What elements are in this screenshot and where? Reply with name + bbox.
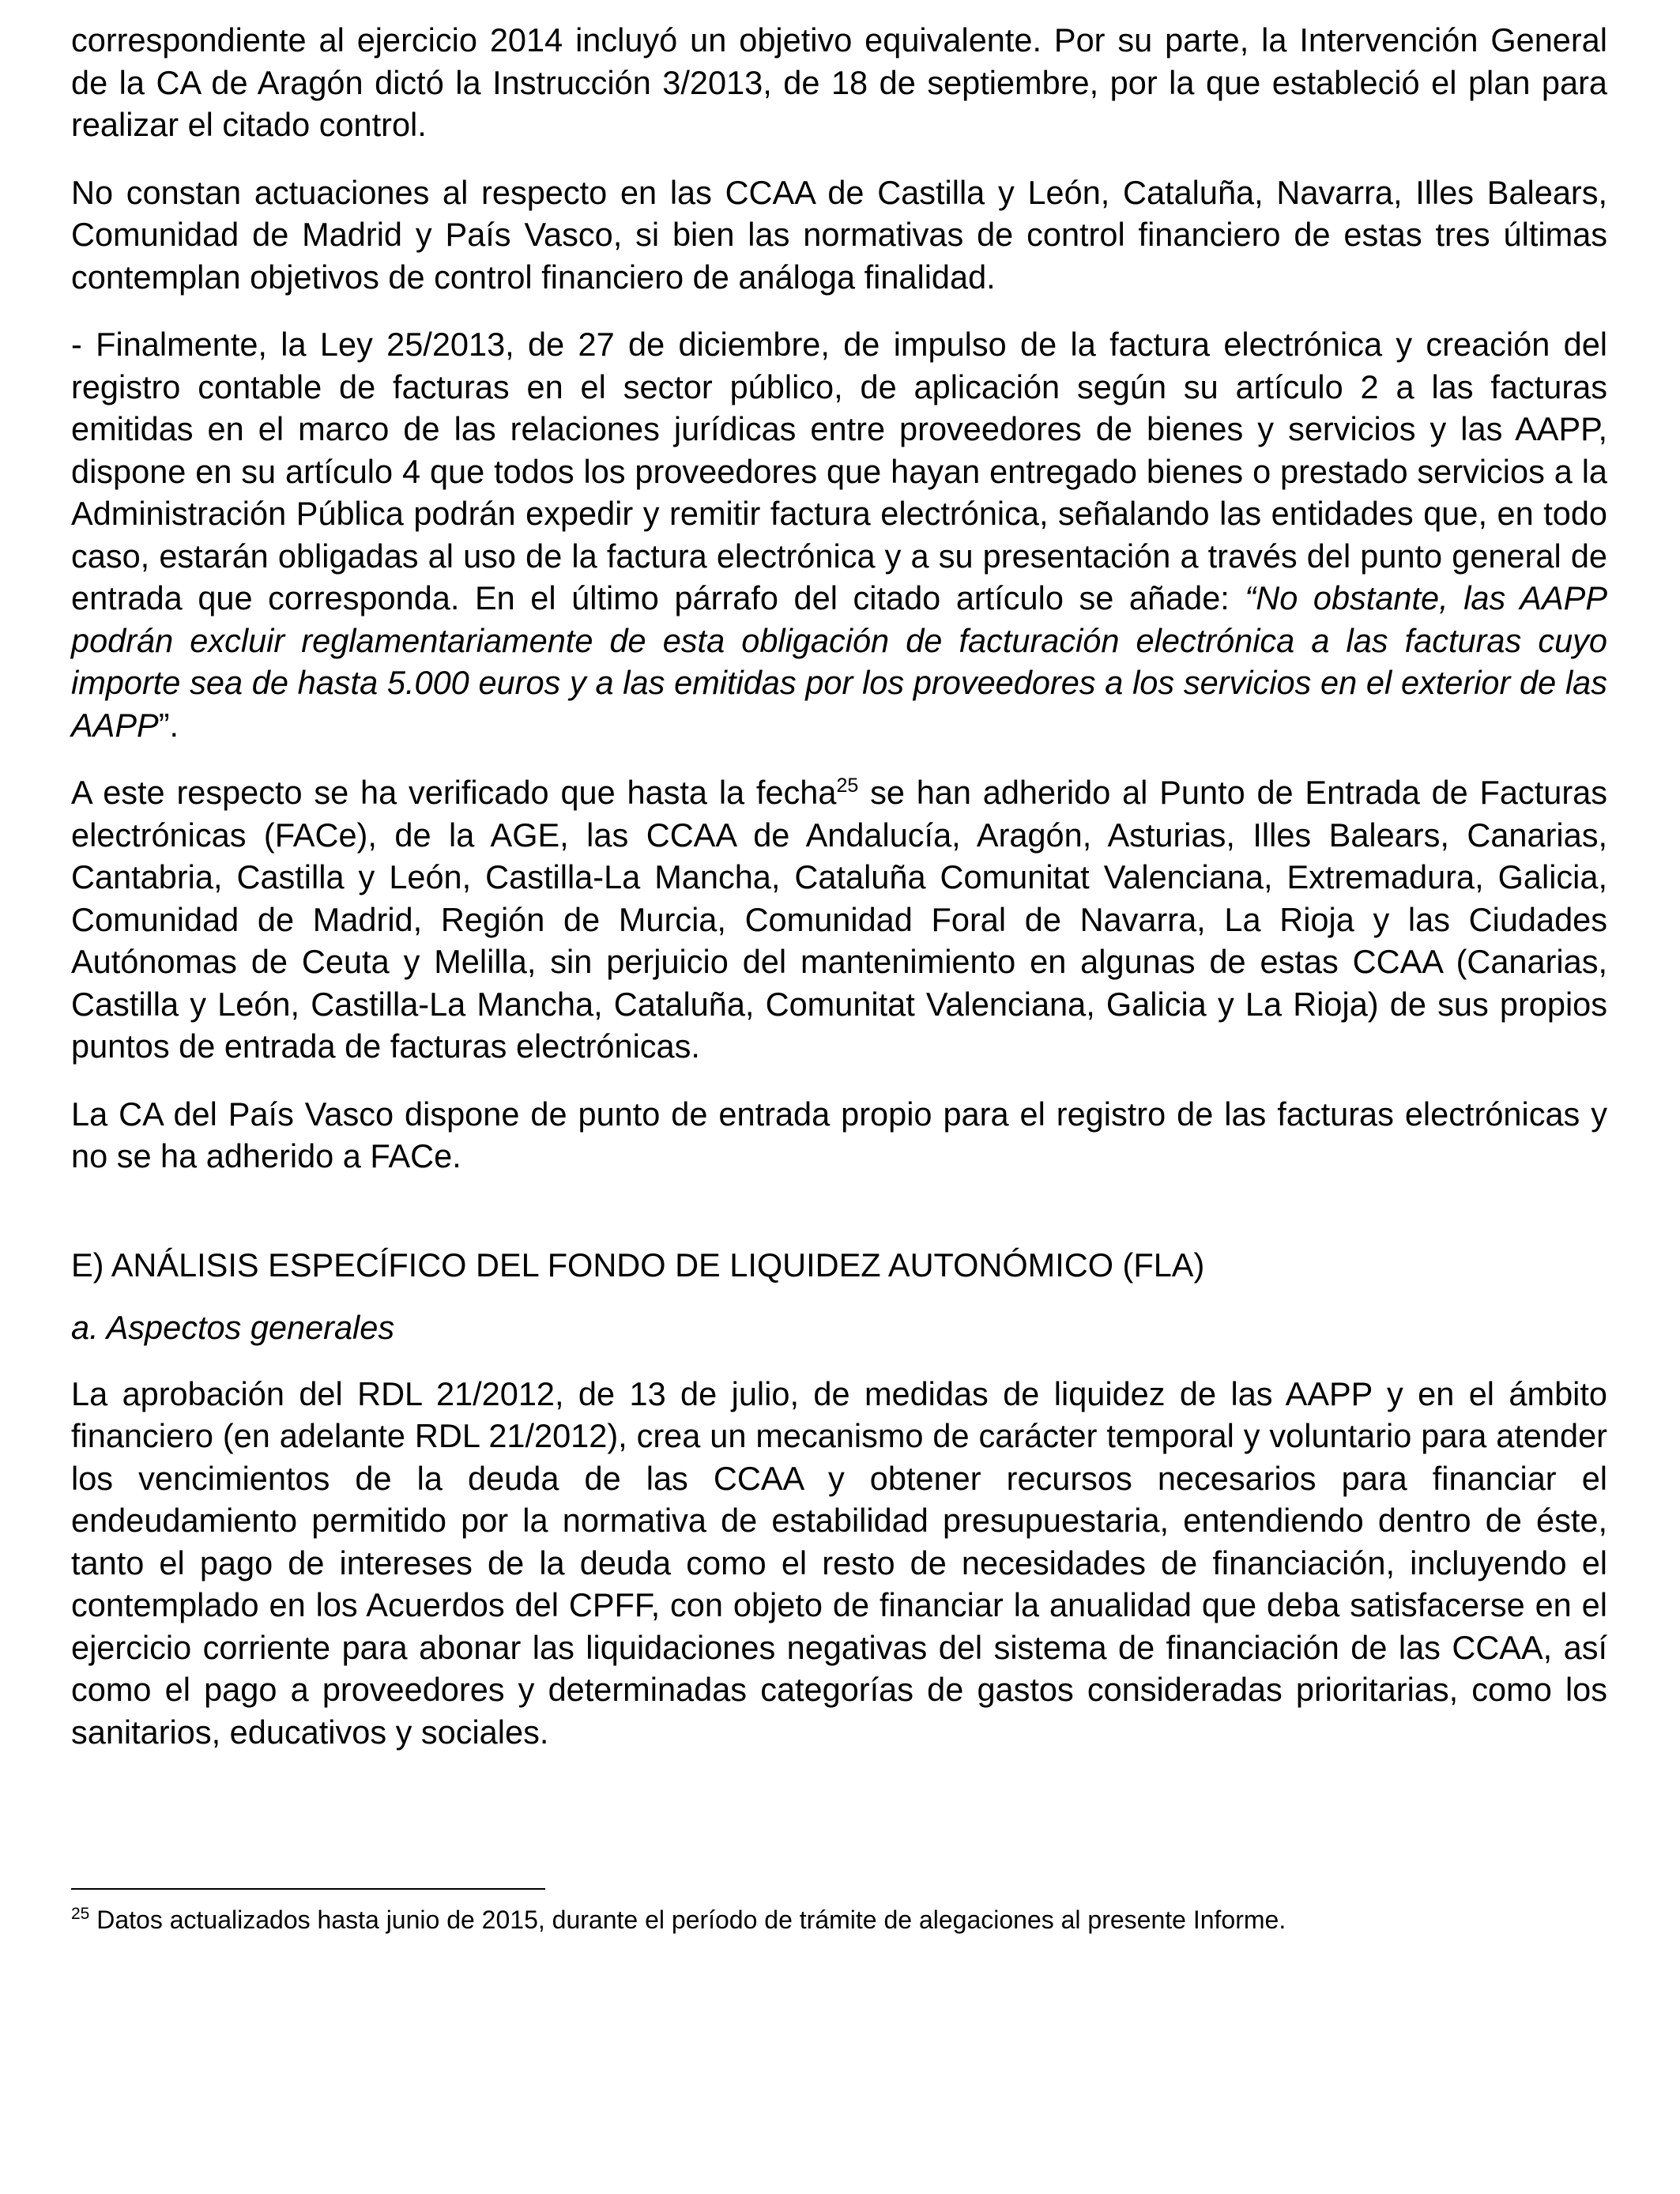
footnote-number: 25 [71,1905,90,1923]
paragraph-text: se han adherido al Punto de Entrada de Facturas electrónicas (FACe), de la AGE, las CCAA de Andalucía, Aragón, Asturias, Illes Balears, Canarias, Cantabria, Castilla y León, Castilla-La Mancha, Cataluña Comunitat Valenciana, Extremadura, Galicia, Comunidad de Madrid, Región de Murcia, Comunidad Foral de Navarra, La Rioja y las Ciudades Autónomas de Ceuta y Melilla, sin perjuicio del mantenimiento en algunas de estas CCAA (Canarias, Castilla y León, Castilla-La Mancha, Cataluña, Comunitat Valenciana, Galicia y La Rioja) de sus propios puntos de entrada de facturas electrónicas. [71,774,1607,1065]
paragraph-face-adhesion [71,771,1607,1068]
paragraph-pais-vasco: La CA del País Vasco dispone de punto de entrada propio para el registro de las facturas electrónicas y no se ha adherido a FACe. [71,1095,1607,1174]
section-heading: E) ANÁLISIS ESPECÍFICO DEL FONDO DE LIQUIDEZ AUTONÓMICO (FLA) [71,1246,1205,1284]
footnote-separator [71,1888,545,1890]
paragraph-ley-factura-electronica [71,323,1607,746]
paragraph-no-actuaciones: No constan actuaciones al respecto en las CCAA de Castilla y León, Cataluña, Navarra, Illes Balears, Comunidad de Madrid y País Vasco, si bien las normativas de control financiero de estas tres últimas contemplan objetivos de control financiero de análoga finalidad. [71,173,1607,296]
quote-close: ”. [158,706,179,744]
paragraph-text: - Finalmente, la Ley 25/2013, de 27 de diciembre, de impulso de la factura electrónica y creación del registro contable de facturas en el sector público, de aplicación según su artículo 2 a las facturas emitidas en el marco de las relaciones jurídicas entre proveedores de bienes y servicios y las AAPP, dispone en su artículo 4 que todos los proveedores que hayan entregado bienes o prestado servicios a la Administración Pública podrán expedir y remitir factura electrónica, señalando las entidades que, en todo caso, estarán obligadas al uso de la factura electrónica y a su presentación a través del punto general de entrada que corresponda. En el último párrafo del citado artículo se añade: [71,326,1607,616]
subsection-heading: a. Aspectos generales [71,1309,395,1346]
footnote [71,1904,1607,1936]
document-body [71,19,1607,1778]
footnote-reference: 25 [836,775,859,797]
footnote-text: Datos actualizados hasta junio de 2015, durante el período de trámite de alegaciones al presente Informe. [89,1906,1286,1934]
paragraph-rdl-21-2012: La aprobación del RDL 21/2012, de 13 de julio, de medidas de liquidez de las AAPP y en el ámbito financiero (en adelante RDL 21/2012), crea un mecanismo de carácter temporal y voluntario para atender los vencimientos de la deuda de las CCAA y obtener recursos necesarios para financiar el endeudamiento permitido por la normativa de estabilidad presupuestaria, entendiendo dentro de éste, tanto el pago de intereses de la deuda como el resto de necesidades de financiación, incluyendo el contemplado en los Acuerdos del CPFF, con objeto de financiar la anualidad que deba satisfacerse en el ejercicio corriente para abonar las liquidaciones negativas del sistema de financiación de las CCAA, así como el pago a proveedores y determinadas categorías de gastos consideradas prioritarias, como los sanitarios, educativos y sociales. [71,1374,1607,1751]
paragraph-control-aragon: correspondiente al ejercicio 2014 incluyó un objetivo equivalente. Por su parte, la Intervención General de la CA de Aragón dictó la Instrucción 3/2013, de 18 de septiembre, por la que estableció el plan para realizar el citado control. [71,21,1607,143]
legal-quote: “No obstante, las AAPP podrán excluir reglamentariamente de esta obligación de facturación electrónica a las facturas cuyo importe sea de hasta 5.000 euros y a las emitidas por los proveedores a los servicios en el exterior de las AAPP [71,579,1608,744]
paragraph-text: A este respecto se ha verificado que hasta la fecha [71,774,837,811]
